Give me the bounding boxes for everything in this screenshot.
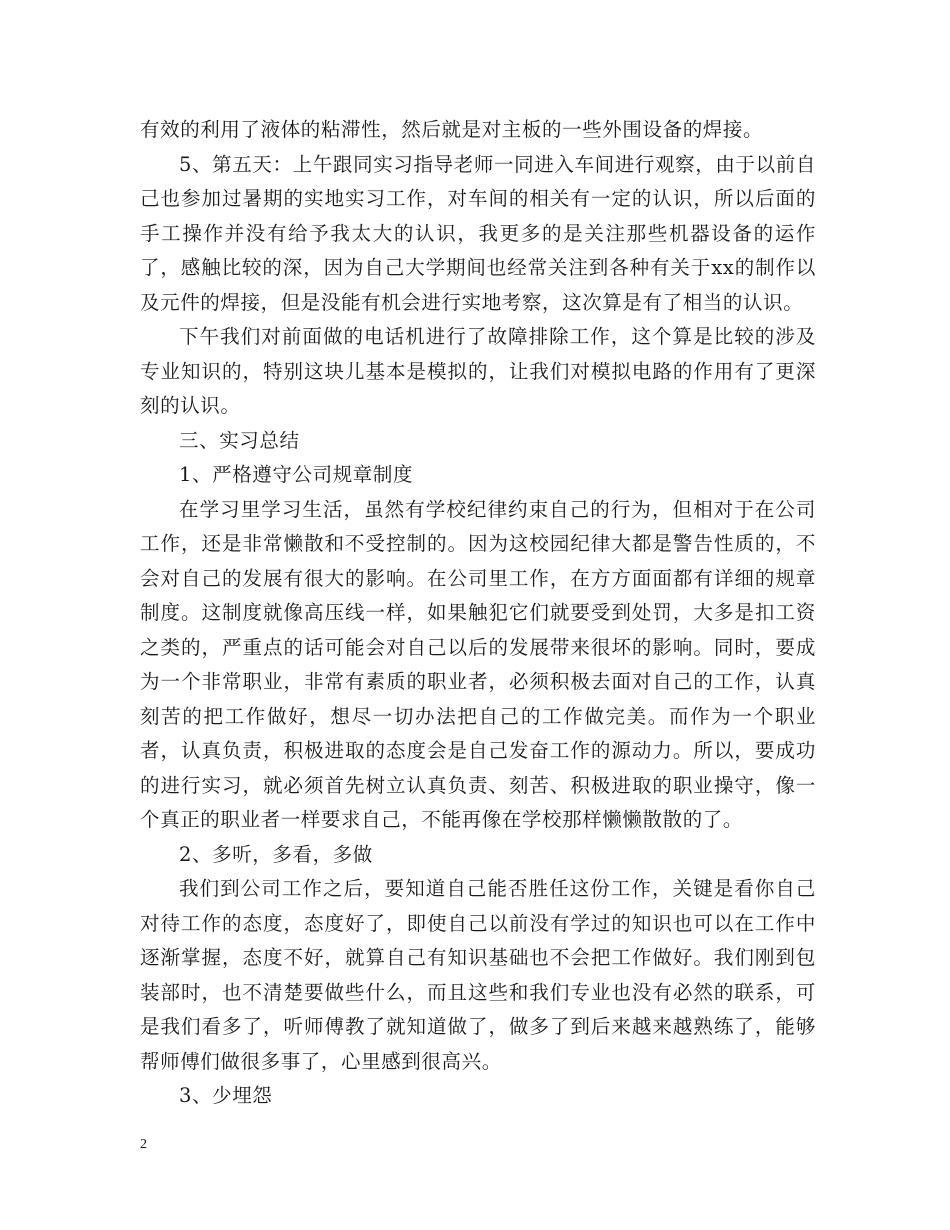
paragraph-afternoon: 下午我们对前面做的电话机进行了故障排除工作，这个算是比较的涉及专业知识的，特别这块儿基本是模拟的，让我们对模拟电路的作用有了更深刻的认识。: [140, 325, 816, 417]
document-body: [140, 113, 816, 1114]
paragraph-rules: 在学习里学习生活，虽然有学校纪律约束自己的行为，但相对于在公司工作，还是非常懒散和不受控制的。因为这校园纪律大都是警告性质的，不会对自己的发展有很大的影响。在公司里工作，在方方面面都有详细的规章制度。这制度就像高压线一样，如果触犯它们就要受到处罚，大多是扣工资之类的，严重点的话可能会对自己以后的发展带来很坏的影响。同时，要成为一个非常职业，非常有素质的职业者，必须积极去面对自己的工作，认真刻苦的把工作做好，想尽一切办法把自己的工作做完美。而作为一个职业者，认真负责，积极进取的态度会是自己发奋工作的源动力。所以，要成功的进行实习，就必须首先树立认真负责、刻苦、积极进取的职业操守，像一个真正的职业者一样要求自己，不能再像在学校那样懒懒散散的了。: [140, 497, 816, 831]
paragraph-attitude: 我们到公司工作之后，要知道自己能否胜任这份工作，关键是看你自己对待工作的态度，态度好了，即使自己以前没有学过的知识也可以在工作中逐渐掌握，态度不好，就算自己有知识基础也不会把工作做好。我们刚到包装部时，也不清楚要做些什么，而且这些和我们专业也没有必然的联系，可是我们看多了，听师傅教了就知道做了，做多了到后来越来越熟练了，能够帮师傅们做很多事了，心里感到很高兴。: [140, 877, 816, 1073]
subheading-listen-see-do: 2、多听，多看，多做: [179, 842, 373, 866]
subheading-rules: 1、严格遵守公司规章制度: [179, 463, 414, 486]
paragraph-continuation: 有效的利用了液体的粘滞性，然后就是对主板的一些外围设备的焊接。: [140, 118, 764, 141]
subheading-less-complaining: 3、少埋怨: [179, 1084, 273, 1107]
section-heading-summary: 三、实习总结: [179, 428, 300, 452]
paragraph-day-five: 5、第五天：上午跟同实习指导老师一同进入车间进行观察，由于以前自己也参加过暑期的实地实习工作，对车间的相关有一定的认识，所以后面的手工操作并没有给予我太大的认识，我更多的是关注那些机器设备的运作了，感触比较的深，因为自己大学期间也经常关注到各种有关于xx的制作以及元件的焊接，但是没能有机会进行实地考察，这次算是有了相当的认识。: [140, 152, 816, 314]
page-number: 2: [140, 1137, 147, 1152]
